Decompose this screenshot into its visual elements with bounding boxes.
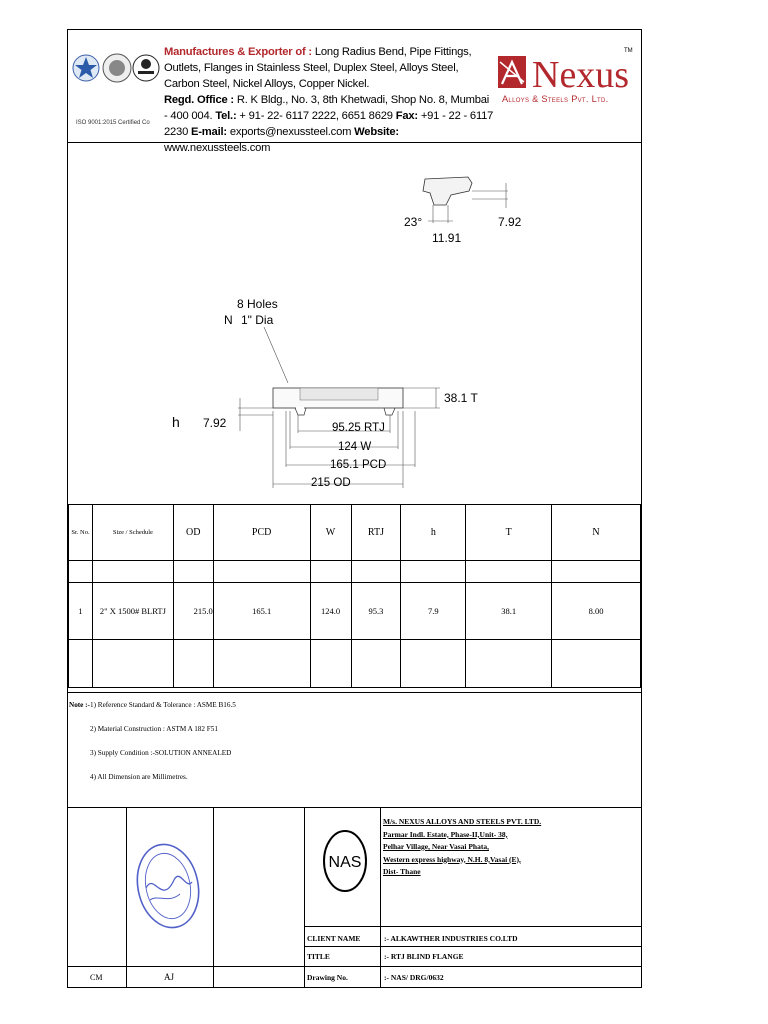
drawing-no: :- NAS/ DRG/0632 <box>384 973 444 982</box>
nas-text: NAS <box>328 854 362 871</box>
company-address <box>383 816 541 879</box>
cert-label: ISO 9001:2015 Certified Co <box>76 120 150 126</box>
flange-drawing <box>68 143 641 503</box>
w-label: 124 W <box>338 441 372 453</box>
approval-stamp <box>128 828 208 948</box>
note-3: 3) Supply Condition :-SOLUTION ANNEALED <box>90 749 232 757</box>
col-h: h <box>401 505 466 561</box>
thickness-label: 38.1 T <box>444 391 478 405</box>
approved-by: AJ <box>164 972 175 982</box>
detail-height: 7.92 <box>498 215 522 229</box>
holes-label: 8 Holes <box>237 297 278 311</box>
fax-number: +91 - 22 - 6117 2230 <box>164 110 494 138</box>
notes-label: Note :- <box>69 701 90 709</box>
col-od: OD <box>173 505 213 561</box>
tel-number: + 91- 22- 6117 2222, 6651 8629 <box>239 110 393 122</box>
col-rtj: RTJ <box>351 505 401 561</box>
nas-logo <box>322 828 368 894</box>
company-details <box>164 44 494 156</box>
col-n: N <box>552 505 641 561</box>
client-name: :- ALKAWTHER INDUSTRIES CO.LTD <box>384 934 518 943</box>
note-2: 2) Material Construction : ASTM A 182 F51 <box>90 725 218 733</box>
cell-size: 2" X 1500# BLRTJ <box>92 583 173 640</box>
cell-pcd: 165.1 <box>213 583 310 640</box>
col-pcd: PCD <box>213 505 310 561</box>
trademark: TM <box>624 48 633 54</box>
office-label: Regd. Office : <box>164 94 234 106</box>
products-text: Long Radius Bend, Pipe Fittings, Outlets, Flanges in Stainless Steel, Duplex Steel, Alloys Steel, Carbon Steel, Nickel Alloys, Copper Nickel. <box>164 46 472 90</box>
fax-label: Fax: <box>395 110 418 122</box>
col-w: W <box>310 505 351 561</box>
checked-by: CM <box>90 973 103 982</box>
col-t: T <box>466 505 552 561</box>
address-line: Parmar Indl. Estate, Phase-II,Unit- 38, <box>383 829 508 839</box>
address-line: M/s. NEXUS ALLOYS AND STEELS PVT. LTD. <box>383 817 542 826</box>
address-line: Dist- Thane <box>383 867 421 876</box>
title-value: :- RTJ BLIND FLANGE <box>384 952 464 961</box>
cell-sr: 1 <box>69 583 93 640</box>
pcd-label: 165.1 PCD <box>330 459 387 471</box>
cell-t: 38.1 <box>466 583 552 640</box>
title-block <box>68 808 641 988</box>
brand-name: Nexus <box>532 54 630 96</box>
cell-h: 7.9 <box>401 583 466 640</box>
cell-rtj: 95.3 <box>351 583 401 640</box>
brand-subtitle: Alloys & Steels Pvt. Ltd. <box>502 94 609 104</box>
drawing-no-label: Drawing No. <box>307 973 348 982</box>
email-label: E-mail: <box>191 126 227 138</box>
address-line: Western express highway, N.H. 8,Vasai (E), <box>383 854 521 864</box>
office-address: R. K Bldg., No. 3, 8th Khetwadi, Shop No. 8, Mumbai - 400 004. <box>164 94 490 122</box>
cell-w: 124.0 <box>310 583 351 640</box>
note-1: 1) Reference Standard & Tolerance : ASME B16.5 <box>90 701 236 709</box>
website-url: www.nexussteels.com <box>164 142 271 154</box>
rtj-label: 95.25 RTJ <box>332 422 385 434</box>
title-label: TITLE <box>307 952 330 961</box>
drawing-sheet <box>67 29 642 988</box>
table-row <box>69 561 641 583</box>
col-sr-no: Sr. No. <box>69 505 93 561</box>
client-name-label: CLIENT NAME <box>307 934 361 943</box>
table-row <box>69 583 641 640</box>
n-label: N <box>224 313 233 327</box>
address-line: Pelhar Village, Near Vasai Phata, <box>383 842 489 851</box>
certification-logos <box>72 38 162 130</box>
tel-label: Tel.: <box>215 110 237 122</box>
table-header-row <box>69 505 641 561</box>
h-label: h <box>172 414 180 430</box>
table-row <box>69 640 641 688</box>
dia-label: 1" Dia <box>241 313 274 327</box>
cell-od: 215.0 <box>173 583 213 640</box>
cell-n: 8.00 <box>552 583 641 640</box>
email-address: exports@nexussteel.com <box>229 126 352 138</box>
h-value: 7.92 <box>203 416 227 430</box>
lead-text: Manufactures & Exporter of : <box>164 46 312 58</box>
nexus-logo <box>496 40 638 130</box>
od-label: 215 OD <box>311 477 351 489</box>
col-size: Size / Schedule <box>92 505 173 561</box>
letterhead <box>68 30 641 154</box>
spec-table <box>68 504 641 688</box>
detail-angle: 23° <box>404 215 423 229</box>
detail-width: 11.91 <box>432 231 462 245</box>
website-label: Website: <box>354 126 399 138</box>
note-4: 4) All Dimension are Millimetres. <box>90 773 188 781</box>
notes-section <box>68 692 641 808</box>
